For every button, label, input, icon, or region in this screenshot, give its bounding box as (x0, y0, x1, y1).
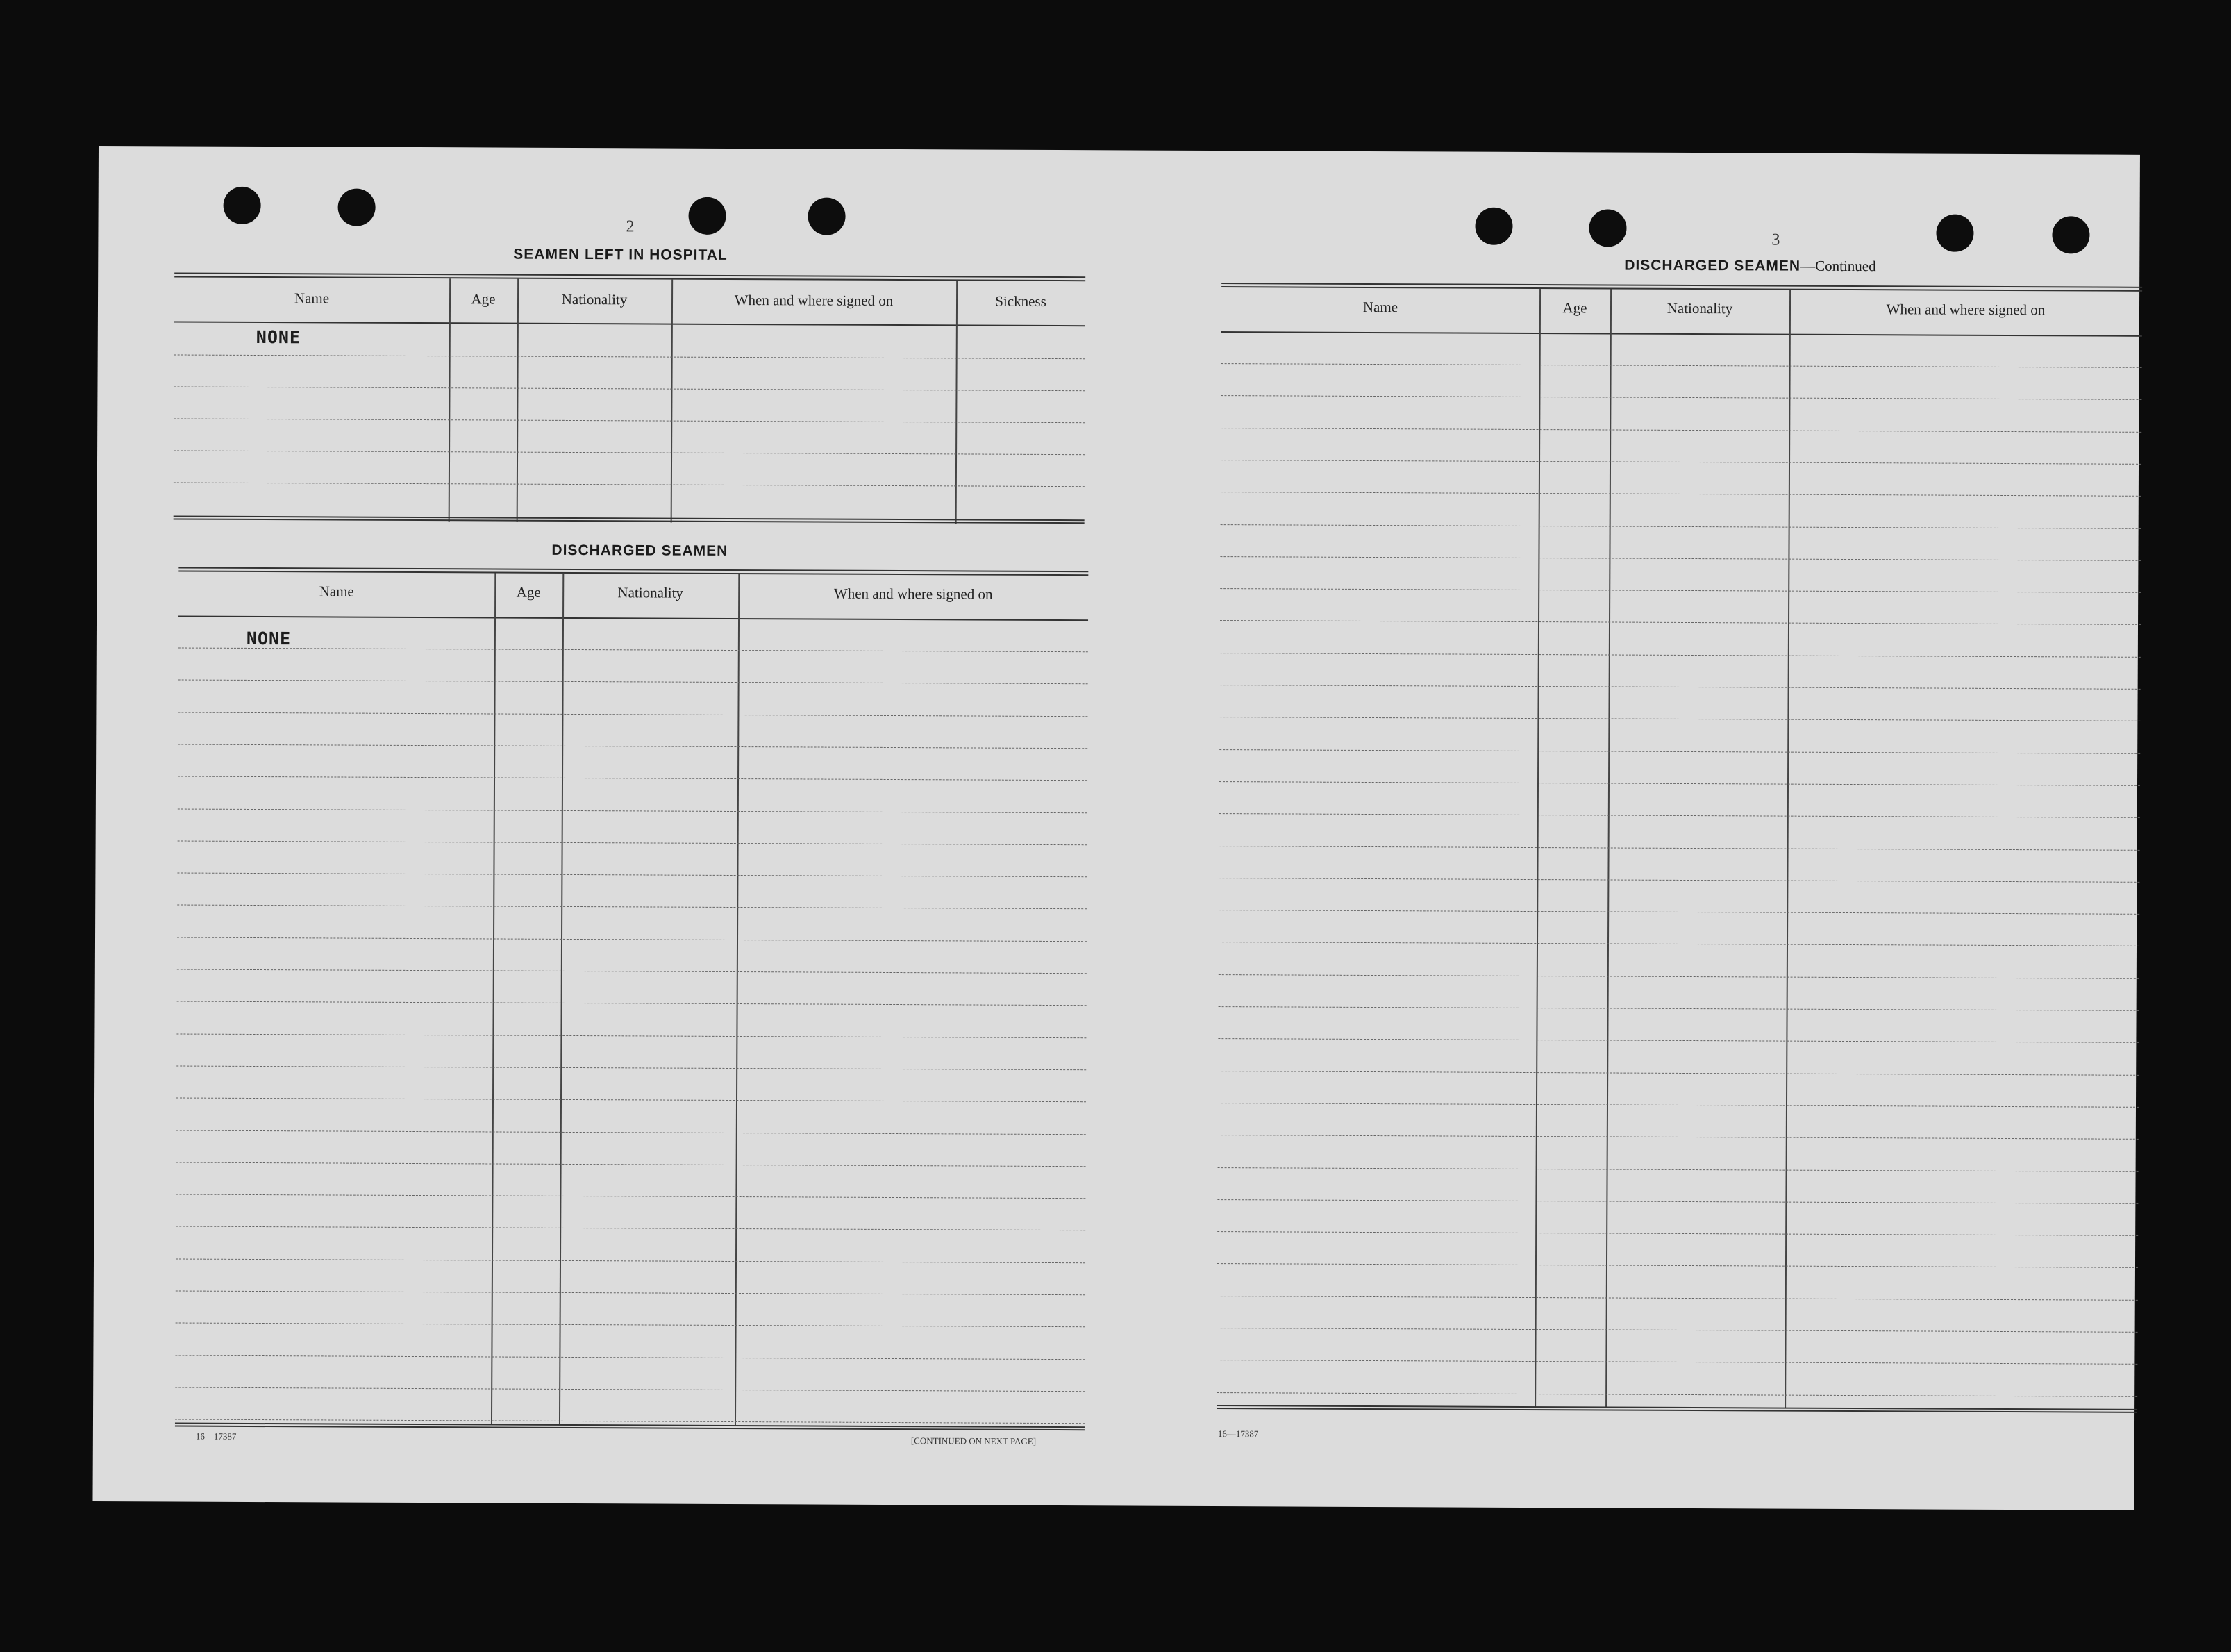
column-header-name: Name (319, 583, 354, 600)
table-row (176, 1065, 1086, 1070)
table-row (1217, 1231, 2138, 1236)
handwritten-entry: NONE (256, 326, 301, 348)
table-row (1217, 1296, 2138, 1301)
table-row (1218, 1103, 2139, 1108)
left-page (92, 146, 1119, 1505)
table-row (178, 840, 1087, 845)
handwritten-entry: NONE (246, 628, 292, 649)
table-row (1218, 1167, 2139, 1172)
table-row (178, 808, 1087, 813)
table-row (178, 744, 1087, 749)
column-header-signed-on: When and where signed on (734, 291, 894, 309)
column-header-nationality: Nationality (561, 290, 628, 308)
hospital-table (174, 272, 1086, 526)
table-row (176, 1290, 1085, 1295)
table-row (177, 873, 1087, 878)
table-row (1218, 1071, 2139, 1076)
table-row (1219, 781, 2140, 786)
table-row (1217, 1263, 2138, 1268)
table-row (178, 712, 1087, 717)
table-row (176, 1162, 1086, 1167)
table-row (1220, 556, 2141, 561)
table-row (1219, 1006, 2139, 1011)
section-title-discharged-continued (1624, 257, 1875, 276)
column-header-age: Age (471, 290, 496, 308)
form-number: 16—17387 (1217, 1428, 1259, 1440)
table-row (1219, 942, 2139, 946)
table-row (1220, 620, 2141, 625)
table-row (178, 776, 1087, 781)
table-row (177, 905, 1087, 910)
table-row (1217, 1199, 2138, 1204)
section-title-hospital: SEAMEN LEFT IN HOSPITAL (513, 246, 728, 263)
table-row (1219, 749, 2140, 754)
table-row (176, 1194, 1085, 1199)
table-row (176, 1323, 1085, 1328)
table-row (1220, 685, 2141, 690)
table-row (174, 482, 1085, 487)
table-row (1221, 492, 2141, 497)
table-row (176, 1226, 1085, 1231)
table-row (1219, 846, 2140, 851)
discharged-continued-table (1217, 283, 2142, 1426)
section-title-discharged: DISCHARGED SEAMEN (551, 542, 728, 559)
column-header-age: Age (1562, 299, 1587, 317)
discharged-table (175, 567, 1088, 1438)
column-header-sickness: Sickness (995, 292, 1046, 310)
table-row (1221, 428, 2141, 433)
document-sheet (92, 146, 2139, 1510)
table-row (176, 1130, 1086, 1135)
table-row (174, 354, 1085, 359)
table-row (1219, 878, 2139, 883)
form-number: 16—17387 (195, 1430, 237, 1442)
column-header-name: Name (1362, 298, 1398, 316)
column-header-age: Age (516, 583, 541, 601)
page-number: 2 (626, 217, 635, 236)
title-main: DISCHARGED SEAMEN (1624, 257, 1801, 274)
table-row (176, 1033, 1086, 1038)
table-row (174, 450, 1085, 455)
table-row (176, 1258, 1085, 1263)
table-row (177, 937, 1087, 942)
table-row (175, 1387, 1085, 1392)
table-row (177, 969, 1087, 974)
table-row (1221, 460, 2141, 465)
table-row (177, 1001, 1087, 1006)
table-row (1217, 1328, 2138, 1333)
table-row (1217, 1360, 2137, 1365)
table-row (1217, 1392, 2137, 1397)
table-row (1220, 588, 2141, 593)
column-header-name: Name (294, 290, 330, 307)
column-header-signed-on: When and where signed on (833, 585, 993, 603)
table-row (174, 418, 1085, 423)
table-row (1219, 974, 2139, 979)
right-page (1113, 150, 2140, 1510)
table-row (1219, 717, 2140, 721)
table-row (174, 386, 1085, 391)
table-row (1218, 1038, 2139, 1043)
table-row (178, 648, 1088, 653)
column-header-nationality: Nationality (617, 584, 683, 601)
table-row (1220, 653, 2141, 658)
page-number: 3 (1771, 231, 1780, 249)
table-row (1221, 395, 2141, 400)
table-row (175, 1355, 1085, 1360)
title-suffix: —Continued (1800, 257, 1876, 275)
table-row (178, 680, 1088, 685)
continued-note: [CONTINUED ON NEXT PAGE] (910, 1435, 1037, 1446)
column-header-signed-on: When and where signed on (1886, 301, 2046, 319)
table-row (1219, 813, 2140, 818)
table-row (1221, 363, 2142, 368)
table-row (176, 1098, 1086, 1103)
table-row (1218, 1135, 2139, 1140)
table-row (1219, 910, 2139, 915)
column-header-nationality: Nationality (1666, 299, 1733, 317)
table-row (1221, 524, 2141, 529)
